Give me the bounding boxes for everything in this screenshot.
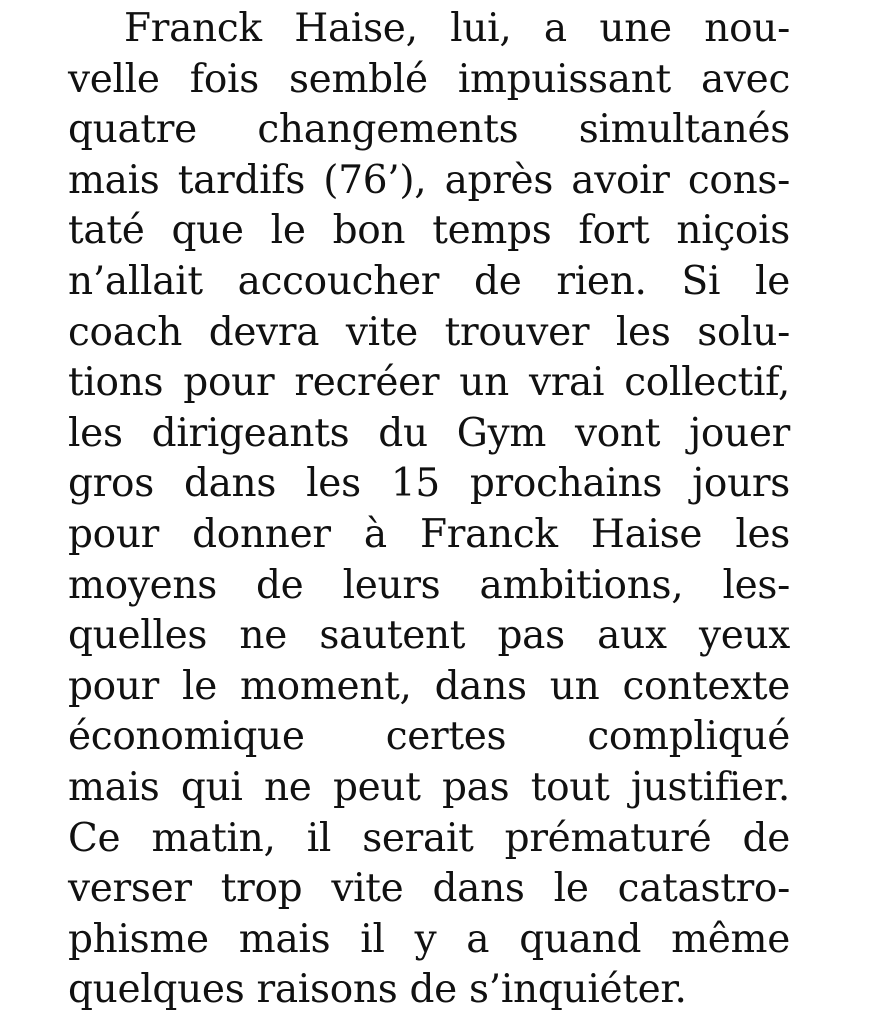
text-line: Franck Haise, lui, a une nou- — [124, 6, 790, 51]
text-line: Ce matin, il serait prématuré de — [68, 815, 790, 861]
article-paragraph — [68, 4, 790, 1016]
text-line: pour le moment, dans un contexte — [68, 663, 790, 709]
text-line: velle fois semblé impuissant avec — [68, 56, 790, 102]
text-line: quelques raisons de s’inquiéter. — [68, 967, 687, 1013]
text-line: les dirigeants du Gym vont jouer — [68, 410, 790, 456]
text-line: quelles ne sautent pas aux yeux — [68, 613, 790, 659]
text-line: pour donner à Franck Haise les — [68, 511, 790, 557]
text-line: quatre changements simultanés — [68, 107, 790, 153]
text-line: mais qui ne peut pas tout justifier. — [68, 764, 790, 810]
text-line: moyens de leurs ambitions, les- — [68, 562, 790, 608]
text-line: mais tardifs (76’), après avoir cons- — [68, 157, 790, 203]
text-line: n’allait accoucher de rien. Si le — [68, 258, 790, 304]
text-line: phisme mais il y a quand même — [68, 916, 790, 962]
text-line: économique certes compliqué — [68, 714, 790, 760]
text-line: taté que le bon temps fort niçois — [68, 208, 790, 254]
text-line: verser trop vite dans le catastro- — [68, 866, 790, 912]
text-line: gros dans les 15 prochains jours — [68, 461, 790, 507]
text-line: coach devra vite trouver les solu- — [68, 309, 790, 355]
text-line: tions pour recréer un vrai collectif, — [68, 360, 790, 406]
